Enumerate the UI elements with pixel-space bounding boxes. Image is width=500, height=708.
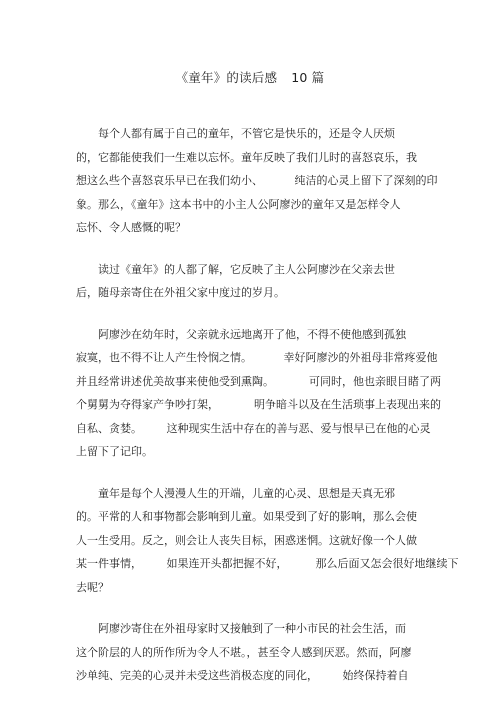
text-line: 沙单纯、完美的心灵并未受这些消极态度的同化， 始终保持着自 [76,669,409,682]
paragraph-2 [76,258,428,305]
text-line: 想这么些个喜怒哀乐早已在我们幼小、 纯洁的心灵上留下了深刻的印 [76,174,438,187]
text-line: 个舅舅为夺得家产争吵打架， 明争暗斗以及在生活琐事上表现出来的 [76,398,441,411]
text-line: 上留下了记印。 [76,445,153,458]
text-line: 象。那么，《童年》这本书中的小主人公阿廖沙的童年又是怎样令人 [76,197,401,211]
text-line: 去呢？ [76,580,109,594]
paragraph-3 [76,323,441,464]
text-line: 人一生受用。反之，则会让人丧失目标，困惑迷惘。这就好像一个人做 [76,533,417,547]
text-line: 的，它都能使我们一生难以忘怀。童年反映了我们儿时的喜怒哀乐，我 [76,150,417,164]
document-body [76,122,459,706]
text-line: 的。平常的人和事物都会影响到儿童。如果受到了好的影响，那么会使 [76,510,417,523]
text-line: 忘怀、令人感慨的呢？ [76,221,186,234]
text-line: 每个人都有属于自己的童年，不管它是快乐的，还是令人厌烦 [98,127,395,140]
text-line: 读过《童年》的人都了解，它反映了主人公阿廖沙在父亲去世 [98,262,395,276]
text-line: 某一件事情， 如果连开头都把握不好， 那么后面又怎会很好地继续下 [76,557,459,570]
text-line: 自私、贪婪。 这种现实生活中存在的善与恶、爱与恨早已在他的心灵 [76,421,431,435]
paragraph-1 [76,122,438,240]
text-line: 这个阶层的人的所作所为令人不堪。，甚至令人感到厌恶。然而，阿廖 [76,645,412,659]
paragraph-4 [76,482,459,600]
document-title [0,68,500,86]
text-line: 阿廖沙在幼年时，父亲就永远地离开了他，不得不使他感到孤独 [98,327,406,341]
text-line: 并且经常讲述优美故事来使他受到熏陶。 可同时，他也亲眼目睹了两 [76,374,441,388]
text-line: 寂寞，也不得不让人产生怜悯之情。 幸好阿廖沙的外祖母非常疼爱他 [76,351,438,364]
title-count: 10 篇 [291,70,325,85]
text-line: 后，随母亲寄住在外祖父家中度过的岁月。 [76,286,285,299]
title-text: 《童年》的读后感 [175,70,278,85]
text-line: 童年是每个人漫漫人生的开端，儿童的心灵、思想是天真无邪 [98,486,395,500]
text-line: 阿廖沙寄住在外祖母家时又接触到了一种小市民的社会生活，而 [98,622,406,635]
paragraph-5 [76,617,428,688]
